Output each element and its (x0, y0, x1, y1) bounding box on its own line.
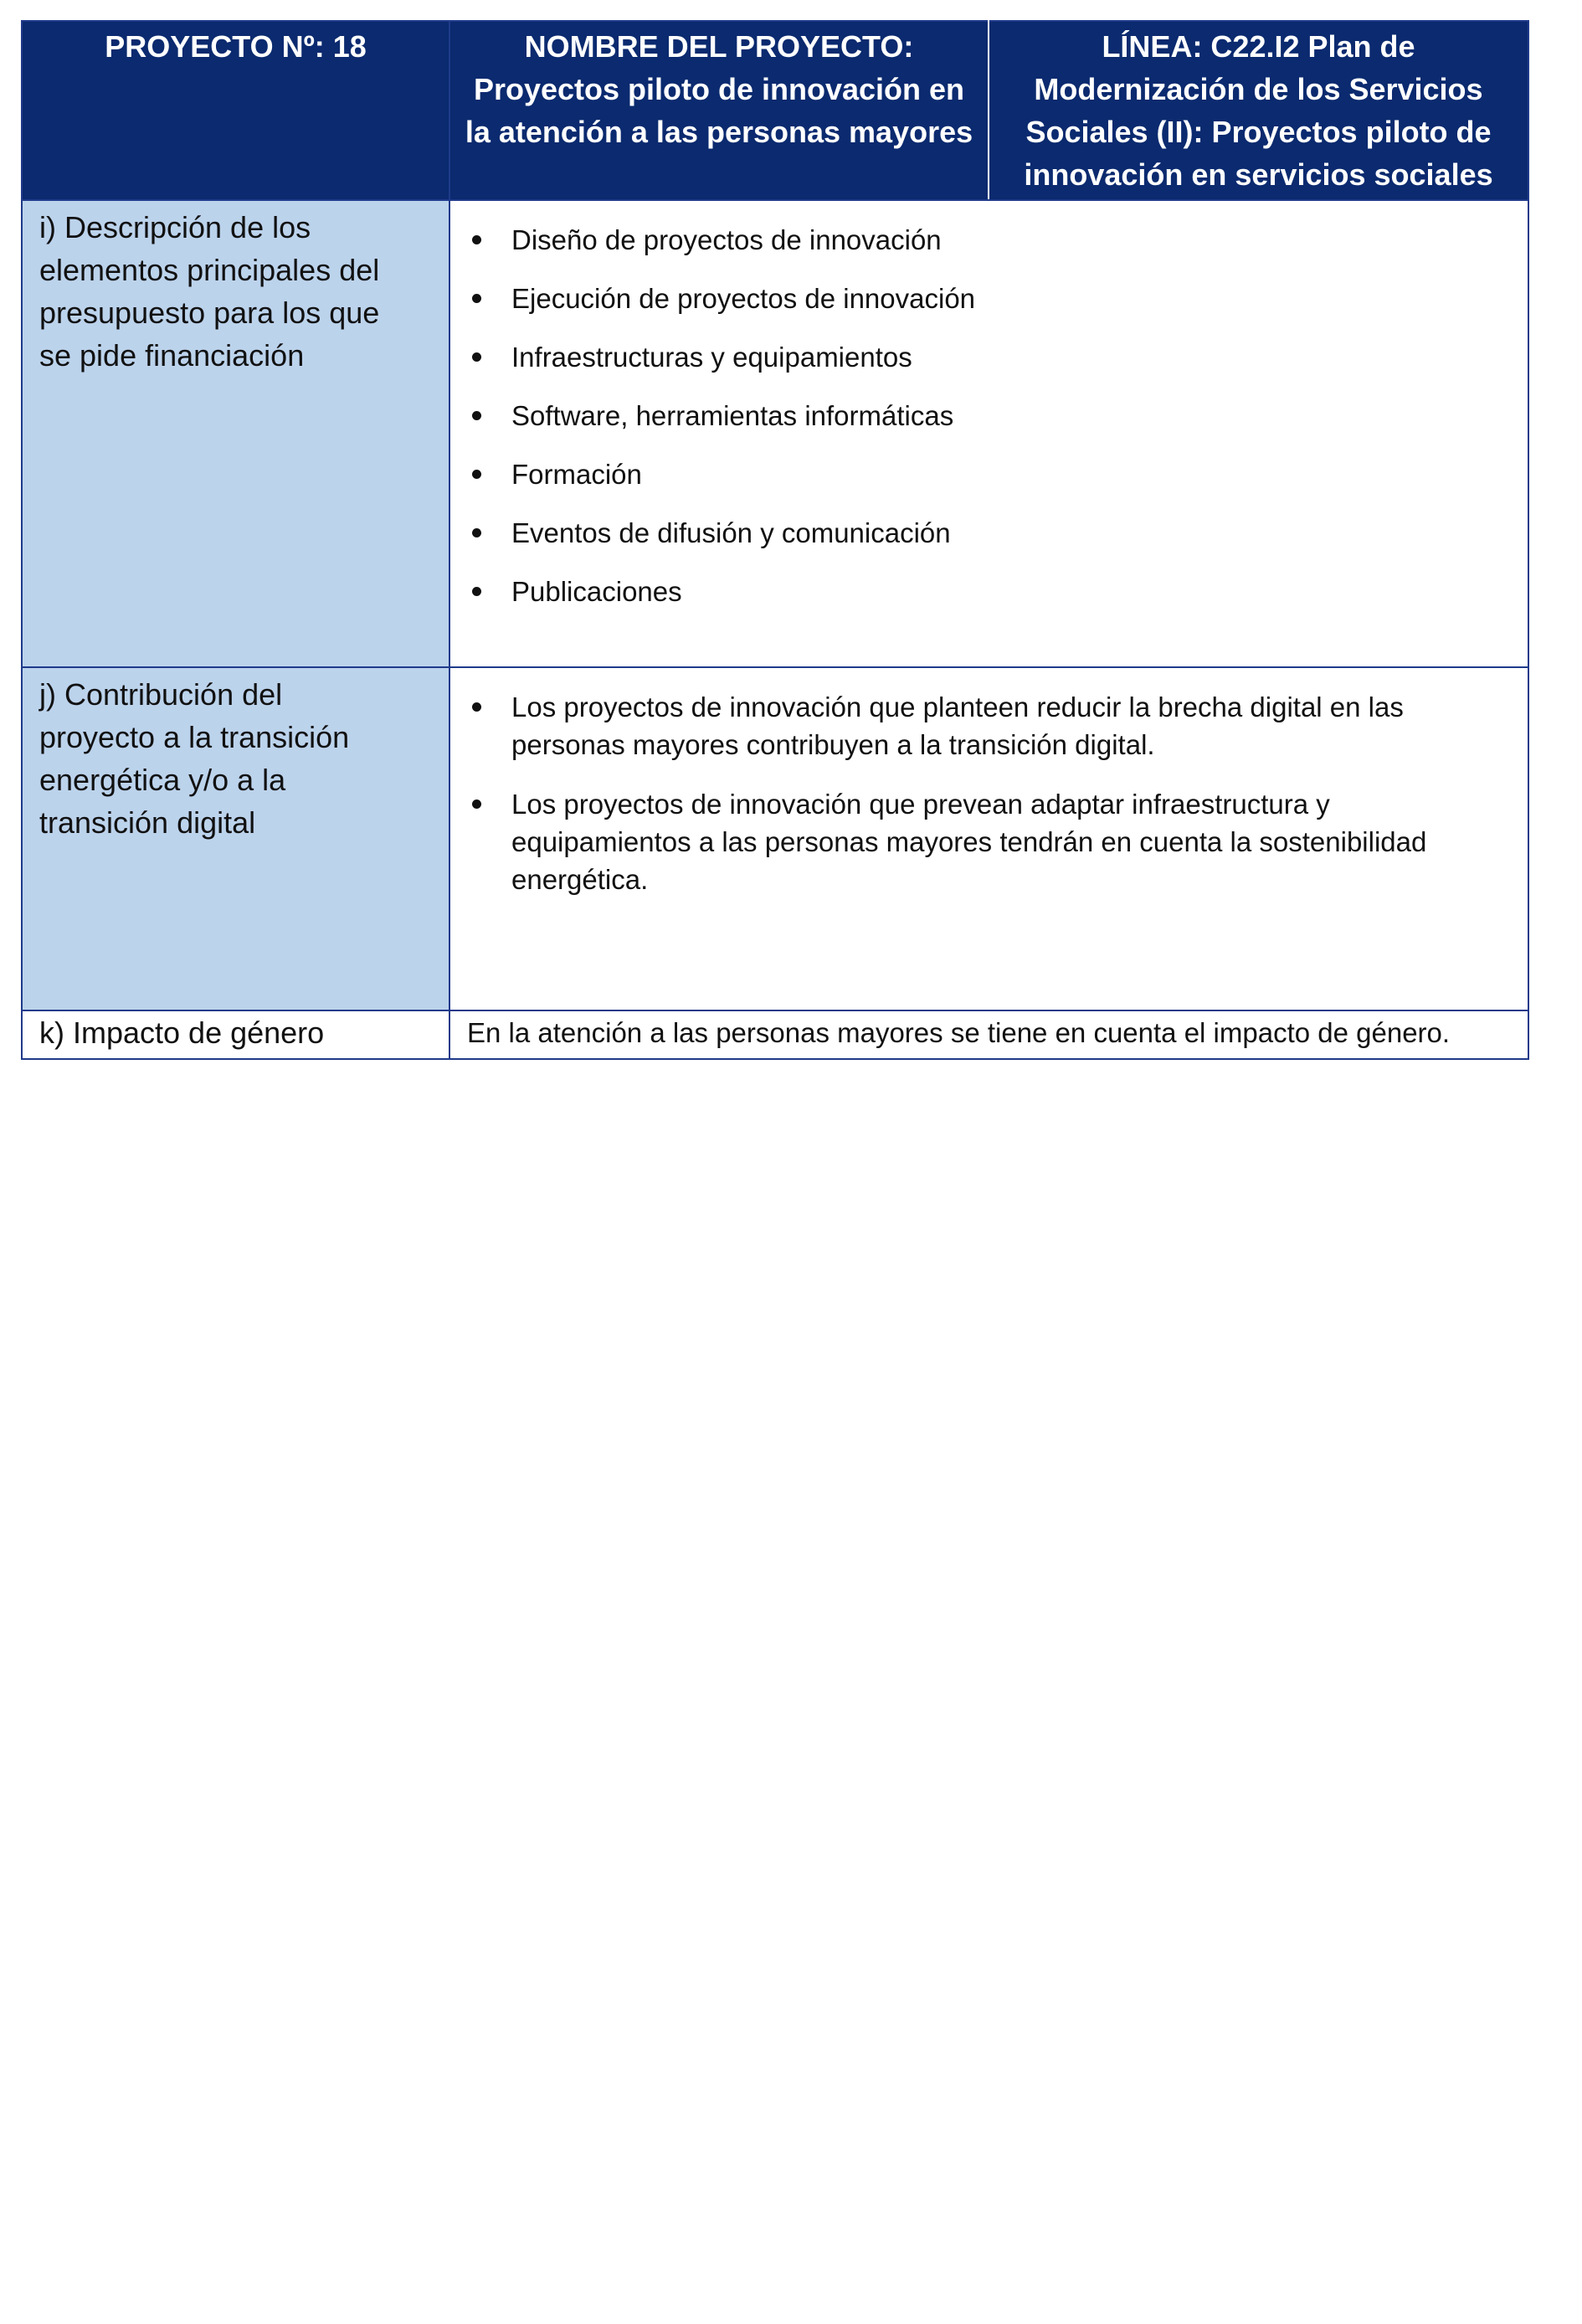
row-label-budget (22, 200, 449, 667)
row-label-line: transición digital (39, 805, 256, 840)
row-label-line: proyecto a la transición (39, 720, 350, 754)
line-label-line: Modernización de los Servicios (1034, 72, 1483, 106)
list-item-text: Publicaciones (511, 576, 682, 607)
bullet-icon (472, 528, 481, 537)
bullet-icon (472, 470, 481, 479)
transition-list (467, 688, 1511, 898)
list-item-text: Software, herramientas informáticas (511, 400, 954, 431)
bullet-icon (472, 587, 481, 596)
line-label-line: LÍNEA: C22.I2 Plan de (1102, 29, 1415, 64)
line-label-line: Sociales (II): Proyectos piloto de (1025, 115, 1492, 149)
row-label-line: energética y/o a la (39, 763, 286, 797)
row-label-line: i) Descripción de los (39, 210, 311, 244)
list-item (467, 688, 1511, 764)
list-item (467, 338, 1511, 376)
list-item (467, 785, 1511, 898)
row-label-line: se pide financiación (39, 338, 305, 373)
project-name-line: Proyectos piloto de innovación en (473, 72, 965, 106)
row-label-line: presupuesto para los que (39, 296, 380, 330)
list-item-text: Ejecución de proyectos de innovación (511, 283, 976, 314)
row-label-transition (22, 667, 449, 1010)
row-label-line: elementos principales del (39, 253, 380, 287)
bullet-icon (472, 294, 481, 303)
row-content-transition (449, 667, 1528, 1010)
project-name-line: la atención a las personas mayores (465, 115, 973, 149)
list-item (467, 221, 1511, 259)
row-content-budget (449, 200, 1528, 667)
project-name-label: NOMBRE DEL PROYECTO: (524, 29, 914, 64)
list-item (467, 455, 1511, 493)
list-item (467, 514, 1511, 552)
list-item-text: Formación (511, 459, 642, 490)
bullet-icon (472, 235, 481, 244)
list-item-text: Diseño de proyectos de innovación (511, 224, 942, 255)
table-row-gender (22, 1010, 1528, 1059)
bullet-icon (472, 352, 481, 362)
project-name-cell (449, 21, 989, 200)
line-cell (989, 21, 1528, 200)
row-label-line: j) Contribución del (39, 677, 283, 712)
project-table (21, 20, 1529, 1060)
budget-list (467, 221, 1511, 610)
row-label-gender: k) Impacto de género (22, 1010, 449, 1059)
list-item-text: Eventos de difusión y comunicación (511, 517, 951, 548)
bullet-icon (472, 800, 481, 809)
bullet-icon (472, 411, 481, 420)
table-row-transition (22, 667, 1528, 1010)
list-item (467, 397, 1511, 434)
line-label-line: innovación en servicios sociales (1024, 157, 1493, 192)
table-row-budget (22, 200, 1528, 667)
list-item-text: Los proyectos de innovación que prevean adaptar infraestructura y equipamientos a las personas mayores tendrán en cuenta la sostenibilidad energética. (511, 789, 1427, 895)
list-item (467, 280, 1511, 317)
row-content-gender: En la atención a las personas mayores se tiene en cuenta el impacto de género. (449, 1010, 1528, 1059)
list-item-text: Infraestructuras y equipamientos (511, 342, 912, 373)
bullet-icon (472, 702, 481, 712)
header-row (22, 21, 1528, 200)
list-item-text: Los proyectos de innovación que planteen reducir la brecha digital en las personas mayores contribuyen a la transición digital. (511, 692, 1404, 760)
project-number-cell (22, 21, 449, 200)
project-number: PROYECTO Nº: 18 (105, 29, 367, 64)
list-item (467, 573, 1511, 610)
